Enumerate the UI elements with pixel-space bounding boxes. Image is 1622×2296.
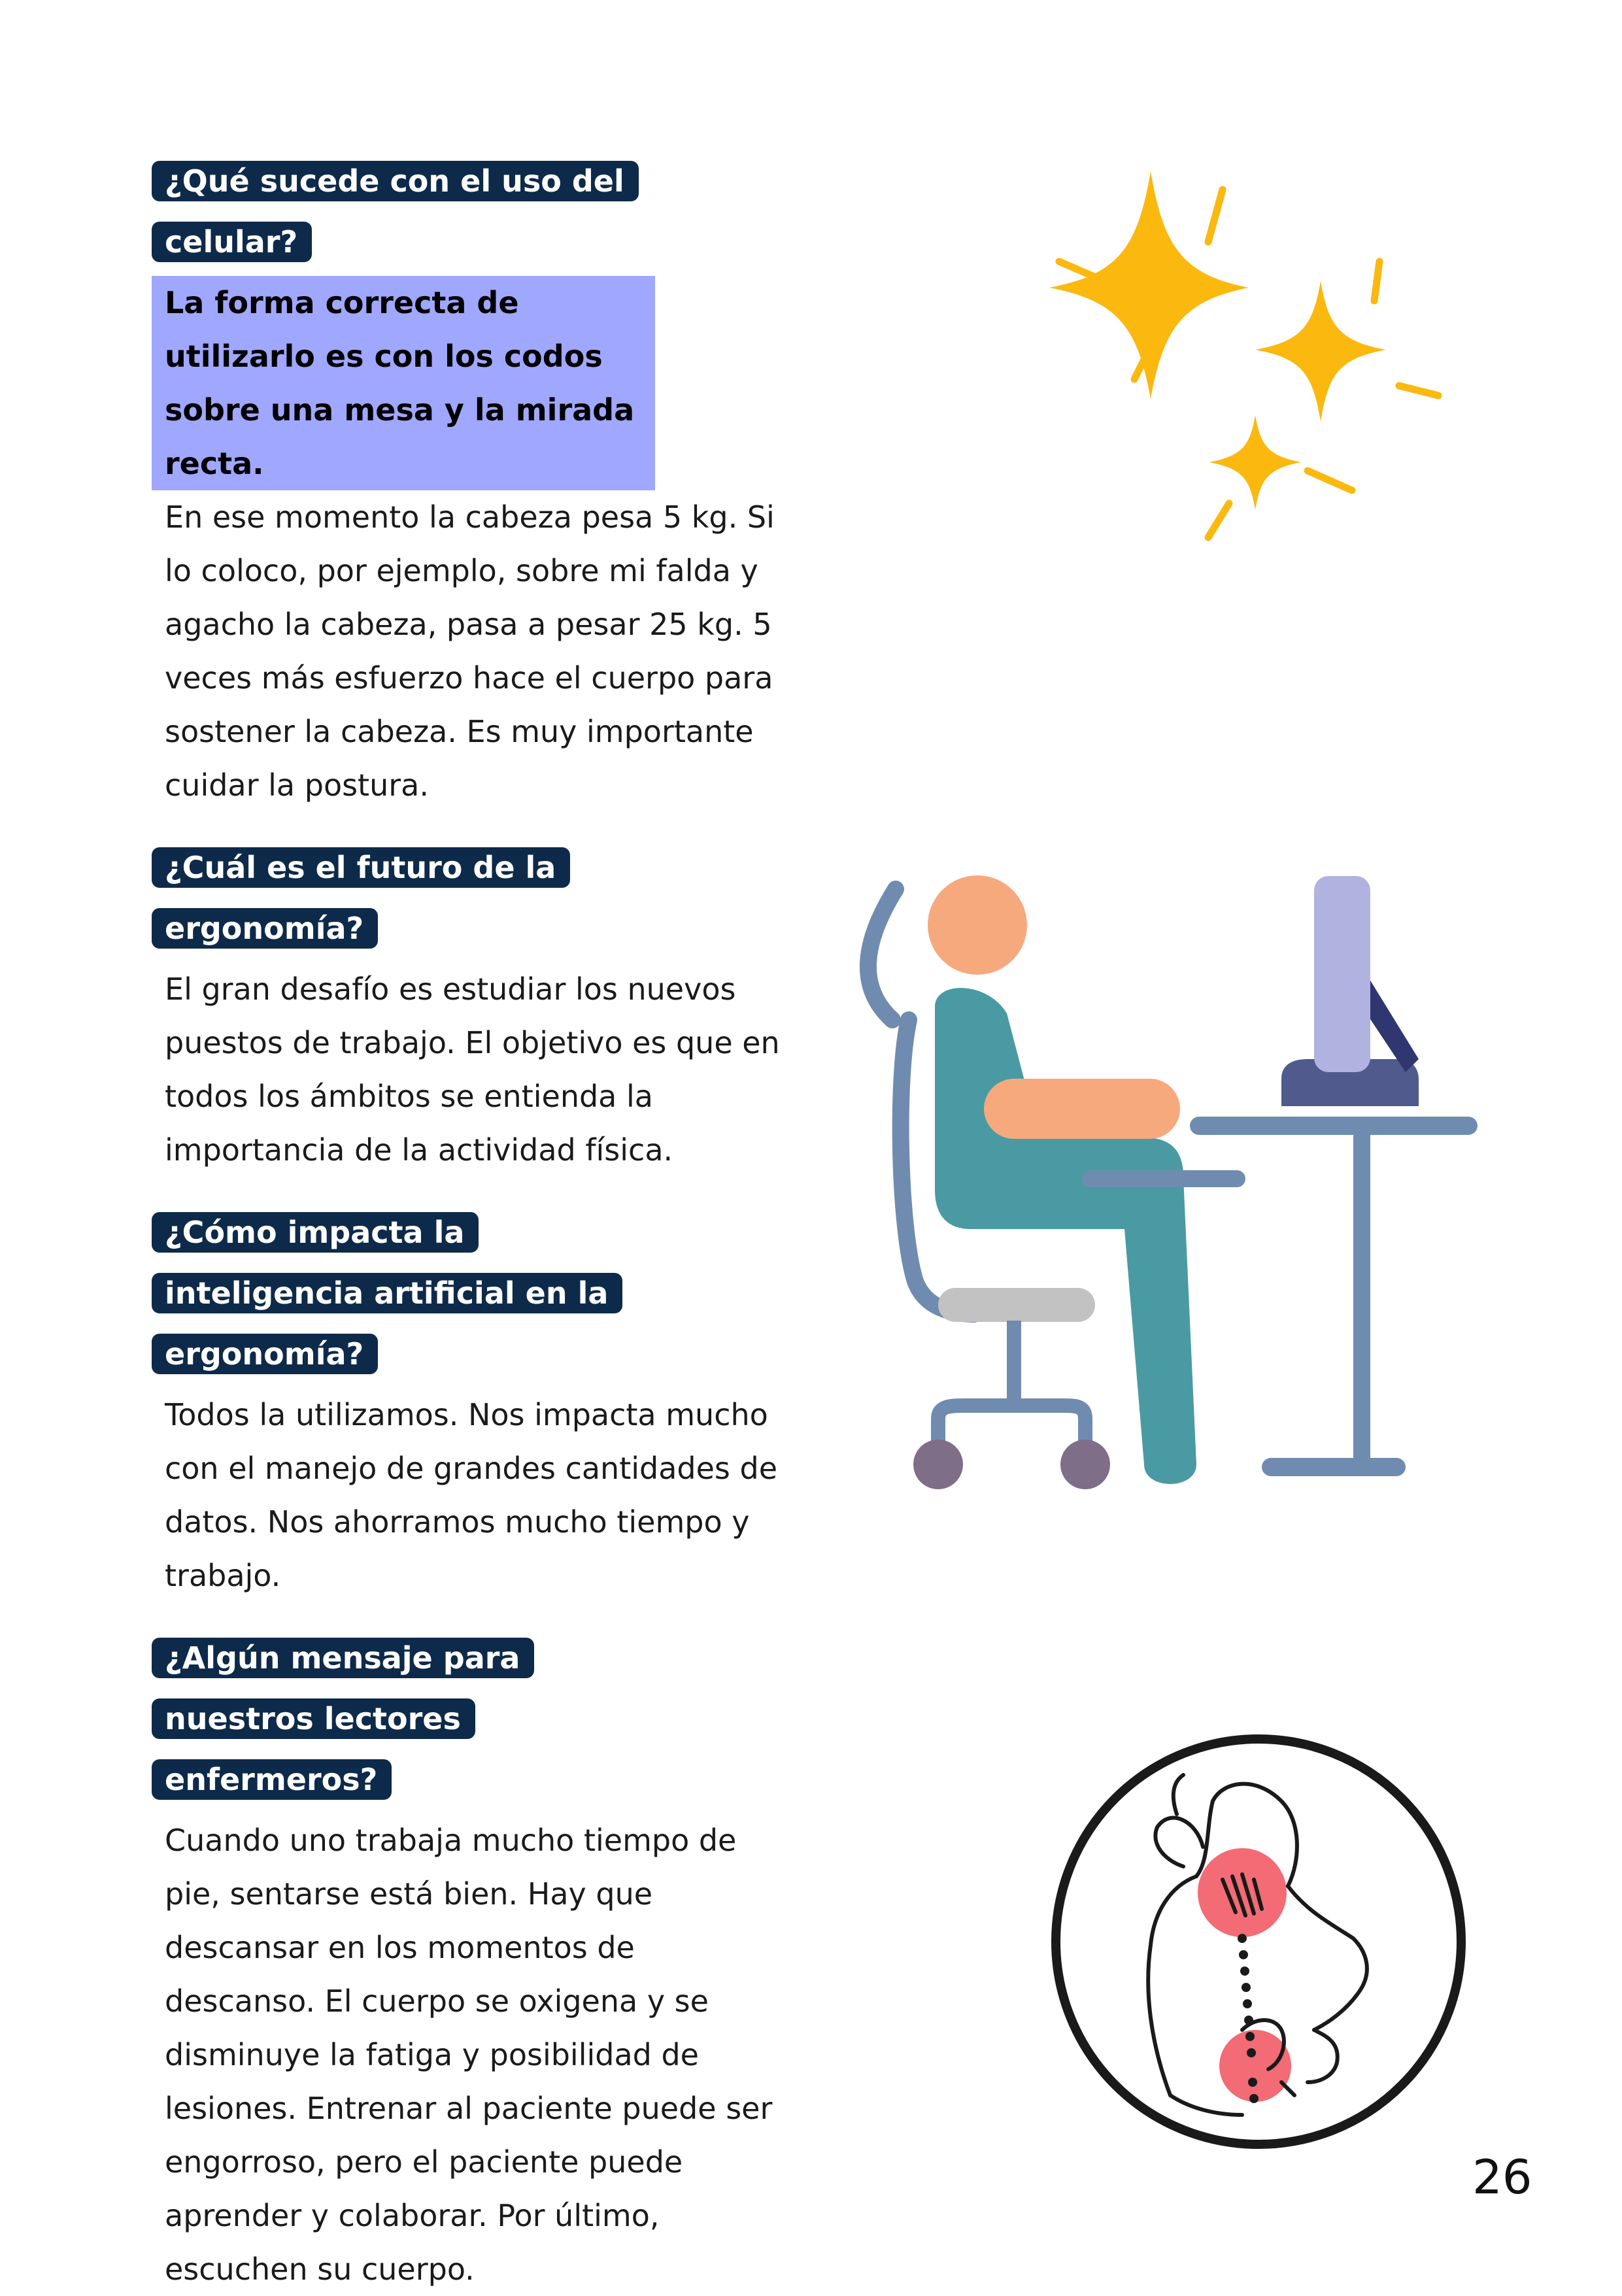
- question-3-text: ¿Cómo impacta la inteligencia artificial en la ergonomía?: [152, 1212, 622, 1374]
- question-3: [152, 1206, 662, 1388]
- back-pain-icon: [1046, 1729, 1471, 2154]
- office-worker-desk-illustration: [837, 863, 1484, 1504]
- question-1-text: ¿Qué sucede con el uso del celular?: [152, 161, 639, 262]
- question-2-text: ¿Cuál es el futuro de la ergonomía?: [152, 847, 570, 949]
- answer-4: Cuando uno trabaja mucho tiempo de pie, sentarse está bien. Hay que descansar en los momentos de descanso. El cuerpo se oxigena y se disminuye la fatiga y posibilidad de lesiones. Entrenar al paciente puede ser engorroso, pero el paciente puede aprender y colaborar. Por último, escuchen su cuerpo.: [165, 1823, 773, 2287]
- answer-3: Todos la utilizamos. Nos impacta mucho con el manejo de grandes cantidades de datos. Nos ahorramos mucho tiempo y trabajo.: [165, 1397, 778, 1593]
- highlight-answer: La forma correcta de utilizarlo es con los codos sobre una mesa y la mirada recta.: [152, 276, 655, 490]
- question-2: [152, 841, 662, 962]
- answer-1: En ese momento la cabeza pesa 5 kg. Si lo coloco, por ejemplo, sobre mi falda y agacho la cabeza, pasa a pesar 25 kg. 5 veces más esfuerzo hace el cuerpo para sostener la cabeza. Es muy importante cuidar la postura.: [165, 499, 775, 803]
- question-4-text: ¿Algún mensaje para nuestros lectores enfermeros?: [152, 1638, 534, 1800]
- page-number: 26: [1472, 2150, 1532, 2204]
- article-column: [152, 154, 779, 2296]
- answer-2: El gran desafío es estudiar los nuevos puestos de trabajo. El objetivo es que en todos los ámbitos se entienda la importancia de la actividad física.: [165, 971, 780, 1168]
- question-4: [152, 1631, 662, 1814]
- question-1: [152, 154, 662, 276]
- sparkles-icon: [1033, 163, 1451, 556]
